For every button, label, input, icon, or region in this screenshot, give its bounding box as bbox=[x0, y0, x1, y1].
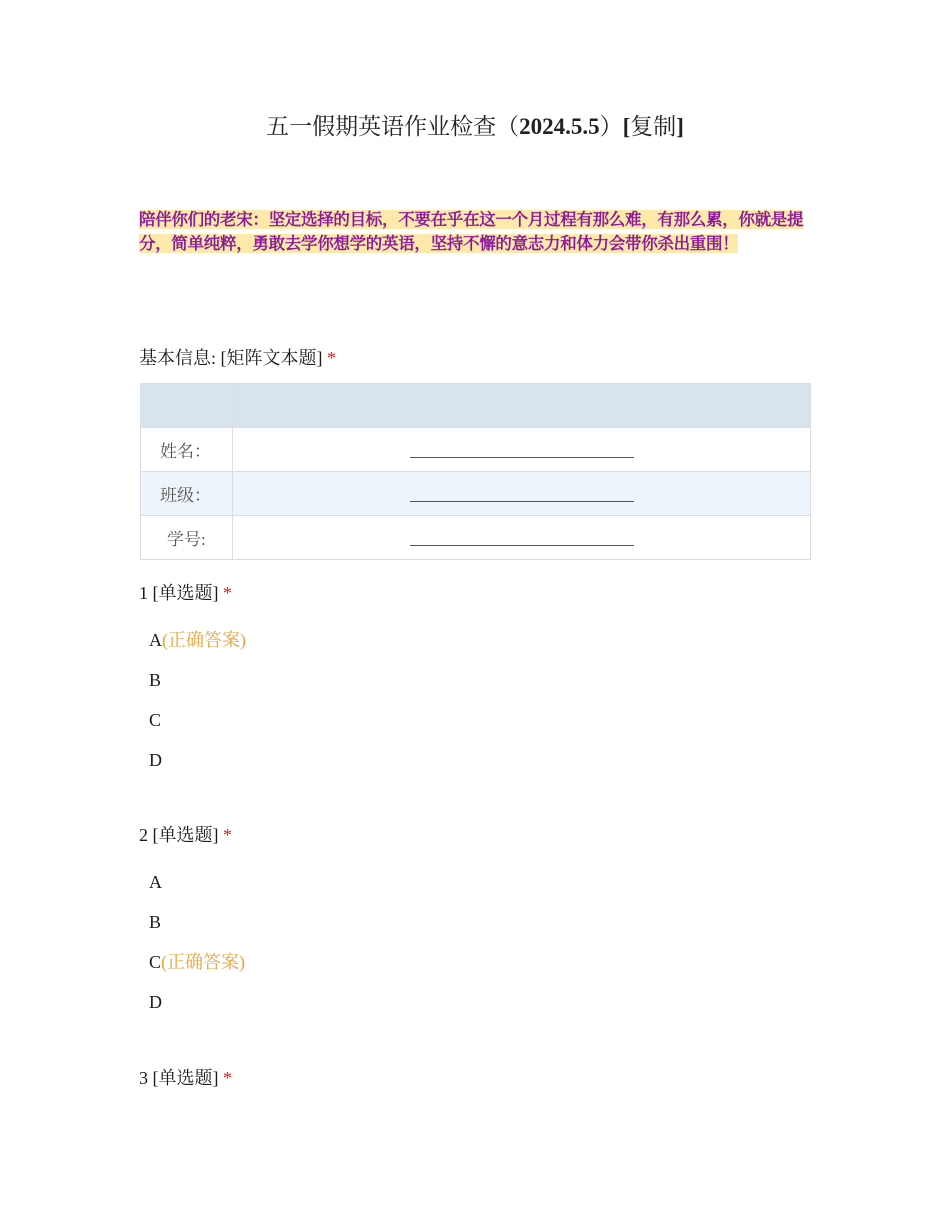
title-copy-tag: 复制 bbox=[630, 114, 677, 139]
matrix-row-class bbox=[141, 472, 811, 516]
option-letter: B bbox=[149, 912, 162, 932]
correct-answer-tag: (正确答案) bbox=[161, 952, 246, 972]
required-mark: * bbox=[223, 1068, 232, 1088]
question-2-option-d[interactable] bbox=[149, 990, 162, 1014]
question-1-option-d[interactable] bbox=[149, 748, 162, 772]
matrix-header-field-cell bbox=[233, 384, 811, 428]
student-id-input-cell[interactable] bbox=[233, 516, 811, 560]
class-blank-field[interactable] bbox=[410, 487, 634, 502]
question-3-title bbox=[139, 1066, 232, 1090]
class-input-cell[interactable] bbox=[233, 472, 811, 516]
title-date: 2024.5.5 bbox=[519, 114, 600, 139]
row-label-class: 班级： bbox=[141, 472, 233, 516]
option-letter: C bbox=[149, 952, 162, 972]
question-1-option-c[interactable] bbox=[149, 708, 161, 732]
page-title bbox=[0, 110, 950, 144]
required-mark: * bbox=[223, 825, 232, 845]
title-text: 五一假期英语作业检查（ bbox=[266, 114, 520, 139]
required-mark: * bbox=[223, 583, 232, 603]
option-letter: A bbox=[149, 630, 162, 650]
question-1-option-a[interactable] bbox=[149, 628, 246, 652]
intro-message bbox=[139, 208, 819, 256]
required-mark: * bbox=[327, 348, 336, 368]
title-bracket-open: [ bbox=[622, 114, 631, 139]
question-1-label: 1 [单选题] bbox=[139, 583, 219, 603]
title-paren: ） bbox=[599, 114, 623, 139]
option-letter: A bbox=[149, 872, 162, 892]
name-input-cell[interactable] bbox=[233, 428, 811, 472]
option-letter: C bbox=[149, 710, 162, 730]
question-1-title bbox=[139, 581, 232, 605]
question-2-option-b[interactable] bbox=[149, 910, 161, 934]
title-bracket-close: ] bbox=[676, 114, 684, 139]
intro-text: 陪伴你们的老宋：坚定选择的目标，不要在乎在这一个月过程有那么难，有那么累，你就是提分，简单纯粹，勇敢去学你想学的英语，坚持不懈的意志力和体力会带你杀出重围！ bbox=[139, 210, 804, 253]
question-2-label: 2 [单选题] bbox=[139, 825, 219, 845]
matrix-row-name bbox=[141, 428, 811, 472]
row-label-name: 姓名： bbox=[141, 428, 233, 472]
question-1-option-b[interactable] bbox=[149, 668, 161, 692]
matrix-header-label-cell bbox=[141, 384, 233, 428]
option-letter: D bbox=[149, 750, 162, 770]
basic-info-matrix bbox=[140, 383, 811, 560]
matrix-row-student-id bbox=[141, 516, 811, 560]
option-letter: B bbox=[149, 670, 162, 690]
question-2-option-a[interactable] bbox=[149, 870, 162, 894]
question-2-title bbox=[139, 823, 232, 847]
option-letter: D bbox=[149, 992, 162, 1012]
question-3-label: 3 [单选题] bbox=[139, 1068, 219, 1088]
row-label-student-id: 学号: bbox=[141, 516, 233, 560]
matrix-header-row bbox=[141, 384, 811, 428]
question-2-option-c[interactable] bbox=[149, 950, 245, 974]
correct-answer-tag: (正确答案) bbox=[162, 630, 246, 650]
student-id-blank-field[interactable] bbox=[410, 531, 634, 546]
name-blank-field[interactable] bbox=[410, 443, 634, 458]
basic-info-title bbox=[139, 346, 336, 370]
basic-info-label: 基本信息: [矩阵文本题] bbox=[139, 348, 323, 368]
